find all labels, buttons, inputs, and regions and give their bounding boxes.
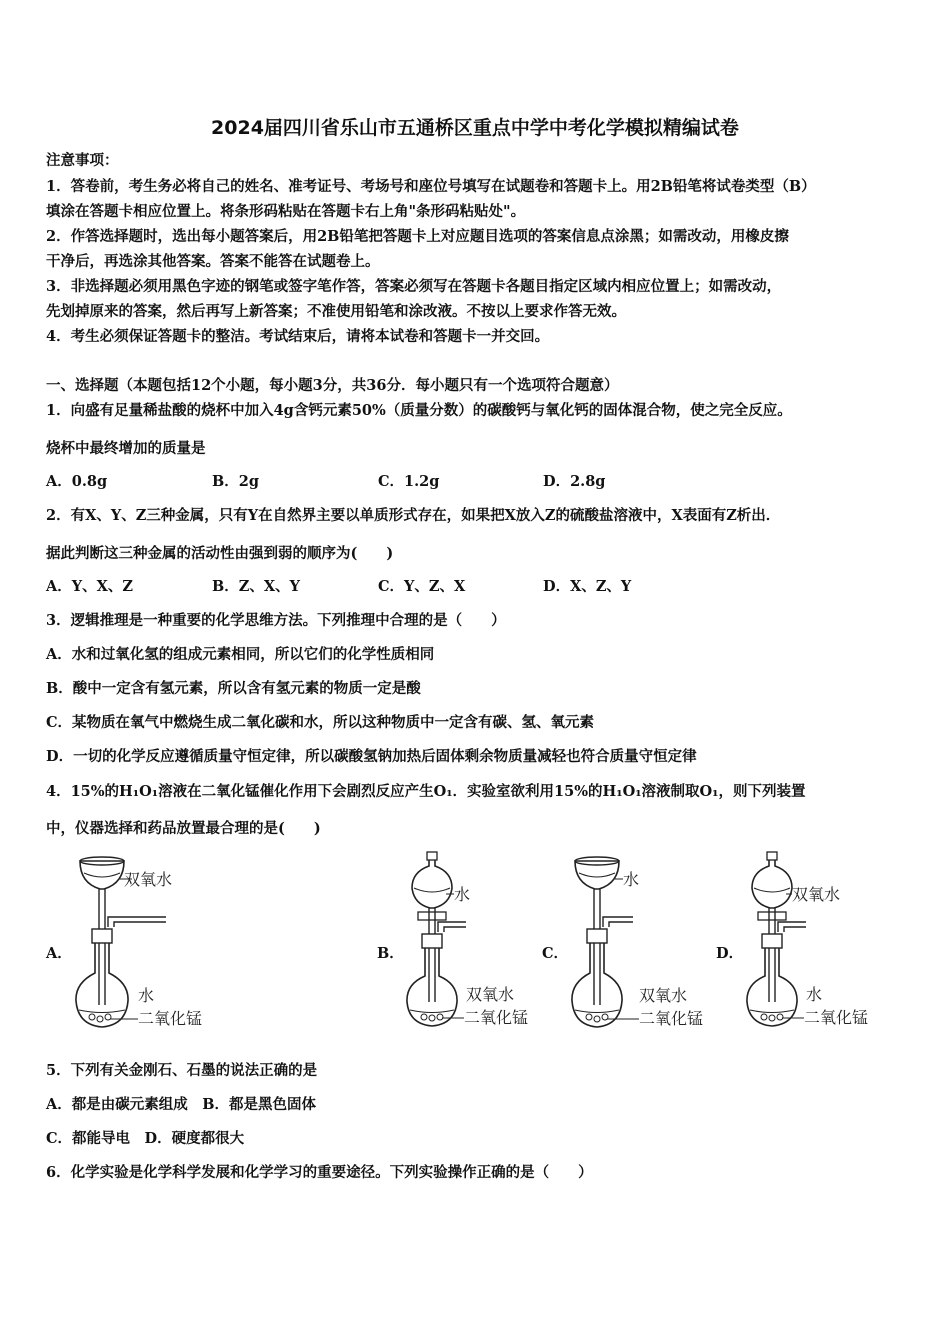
q3-option-b: B．酸中一定含有氢元素，所以含有氢元素的物质一定是酸	[46, 680, 421, 697]
q4-apparatus-a	[70, 855, 250, 1035]
q3-option-d: D．一切的化学反应遵循质量守恒定律，所以碳酸氢钠加热后固体剩余物质量减轻也符合质量守恒定律	[46, 748, 697, 765]
q6-stem: 6．化学实验是化学科学发展和化学学习的重要途径。下列实验操作正确的是（ ）	[46, 1164, 593, 1181]
q2-option-c: C．Y、Z、X	[378, 578, 466, 595]
q4-a-mid-label: 水	[138, 986, 155, 1005]
notice-line: 干净后，再选涂其他答案。答案不能答在试题卷上。	[46, 253, 380, 270]
notice-line: 2．作答选择题时，选出每小题答案后，用2B铅笔把答题卡上对应题目选项的答案信息点涂黑；如需改动，用橡皮擦	[46, 228, 789, 245]
q3-option-a: A．水和过氧化氢的组成元素相同，所以它们的化学性质相同	[46, 646, 435, 663]
q4-figure-d-label: D．	[716, 945, 744, 962]
q4-b-mid-label: 双氧水	[466, 985, 515, 1004]
q5-options-row2: C．都能导电 D．硬度都很大	[46, 1130, 245, 1147]
q4-figure-c-label: C．	[542, 945, 569, 962]
q4-b-bottom-label: 二氧化锰	[464, 1008, 529, 1027]
q4-d-top-label: 双氧水	[792, 885, 841, 904]
notice-heading: 注意事项：	[46, 152, 119, 169]
q4-stem-line1: 4．15%的H₁O₁溶液在二氧化锰催化作用下会剧烈反应产生O₁．实验室欲利用15%的H₁O₁溶液制取O₁，则下列装置	[46, 783, 806, 800]
q4-c-top-label: 水	[623, 870, 640, 889]
q1-option-a: A．0.8g	[46, 473, 108, 490]
q4-d-bottom-label: 二氧化锰	[804, 1008, 869, 1027]
q3-option-c: C．某物质在氧气中燃烧生成二氧化碳和水，所以这种物质中一定含有碳、氢、氧元素	[46, 714, 595, 731]
q4-stem-line2: 中，仪器选择和药品放置最合理的是( )	[46, 820, 321, 837]
q1-option-b: B．2g	[212, 473, 259, 490]
q1-option-c: C．1.2g	[378, 473, 440, 490]
q2-option-d: D．X、Z、Y	[543, 578, 632, 595]
notice-line: 4．考生必须保证答题卡的整洁。考试结束后，请将本试卷和答题卡一并交回。	[46, 328, 550, 345]
q4-apparatus-c	[567, 855, 727, 1035]
q4-b-top-label: 水	[454, 885, 471, 904]
q5-options-row1: A．都是由碳元素组成 B．都是黑色固体	[46, 1096, 317, 1113]
q1-stem-line2: 烧杯中最终增加的质量是	[46, 440, 206, 457]
q5-stem: 5．下列有关金刚石、石墨的说法正确的是	[46, 1062, 318, 1079]
q4-a-bottom-label: 二氧化锰	[138, 1009, 203, 1028]
q4-d-mid-label: 水	[806, 985, 823, 1004]
q4-figure-b-label: B．	[377, 945, 404, 962]
q3-stem: 3．逻辑推理是一种重要的化学思维方法。下列推理中合理的是（ ）	[46, 612, 506, 629]
q2-option-b: B．Z、X、Y	[212, 578, 300, 595]
page-title: 2024届四川省乐山市五通桥区重点中学中考化学模拟精编试卷	[211, 117, 739, 139]
q4-figure-a-label: A．	[46, 945, 72, 962]
q4-apparatus-b	[402, 852, 562, 1032]
q1-stem-line1: 1．向盛有足量稀盐酸的烧杯中加入4g含钙元素50%（质量分数）的碳酸钙与氧化钙的固体混合物，使之完全反应。	[46, 402, 792, 419]
notice-line: 填涂在答题卡相应位置上。将条形码粘贴在答题卡右上角"条形码粘贴处"。	[46, 203, 526, 220]
q4-c-mid-label: 双氧水	[639, 986, 688, 1005]
notice-line: 3．非选择题必须用黑色字迹的钢笔或签字笔作答，答案必须写在答题卡各题目指定区域内相应位置上；如需改动，	[46, 278, 782, 295]
q4-c-bottom-label: 二氧化锰	[639, 1009, 704, 1028]
q1-option-d: D．2.8g	[543, 473, 606, 490]
section-heading: 一、选择题（本题包括12个小题，每小题3分，共36分．每小题只有一个选项符合题意）	[46, 377, 619, 394]
notice-line: 先划掉原来的答案，然后再写上新答案；不准使用铅笔和涂改液。不按以上要求作答无效。	[46, 303, 626, 320]
q2-stem-line2: 据此判断这三种金属的活动性由强到弱的顺序为( )	[46, 545, 394, 562]
notice-line: 1．答卷前，考生务必将自己的姓名、准考证号、考场号和座位号填写在试题卷和答题卡上。用2B铅笔将试卷类型（B）	[46, 178, 816, 195]
q4-apparatus-d	[742, 852, 902, 1032]
q4-a-top-label: 双氧水	[124, 870, 173, 889]
q2-stem-line1: 2．有X、Y、Z三种金属，只有Y在自然界主要以单质形式存在，如果把X放入Z的硫酸盐溶液中，X表面有Z析出．	[46, 507, 781, 524]
q2-option-a: A．Y、X、Z	[46, 578, 133, 595]
